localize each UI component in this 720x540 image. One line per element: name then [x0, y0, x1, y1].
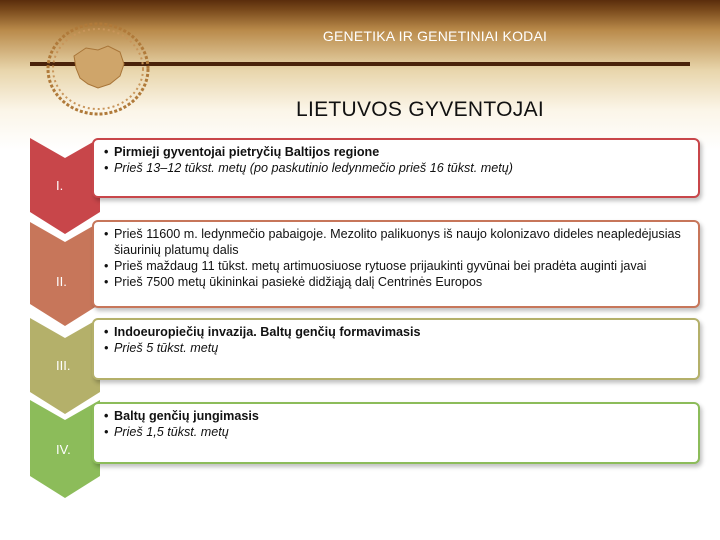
- period-numeral: II.: [56, 274, 67, 289]
- period-box-2: [92, 220, 700, 308]
- period-chevron-1: [30, 138, 100, 234]
- list-item: • Baltų genčių jungimasis: [104, 408, 688, 424]
- period-numeral: IV.: [56, 442, 71, 457]
- list-item: • Prieš 13–12 tūkst. metų (po paskutinio ledynmečio prieš 16 tūkst. metų): [104, 160, 688, 176]
- period-box-1: [92, 138, 700, 198]
- period-box-4: [92, 402, 700, 464]
- period-numeral: III.: [56, 358, 71, 373]
- list-item: • Prieš 11600 m. ledynmečio pabaigoje. Mezolito palikuonys iš naujo kolonizavo dideles neapledėjusias šiaurinių platumų dalis: [104, 226, 688, 258]
- list-item: • Indoeuropiečių invazija. Baltų genčių formavimasis: [104, 324, 688, 340]
- period-box-3: [92, 318, 700, 380]
- header-title: GENETIKA IR GENETINIAI KODAI: [322, 28, 548, 44]
- period-numeral: I.: [56, 178, 64, 193]
- list-item: • Prieš maždaug 11 tūkst. metų artimuosiuose rytuose prijaukinti gyvūnai bei pradėta auginti javai: [104, 258, 688, 274]
- list-item: • Prieš 1,5 tūkst. metų: [104, 424, 688, 440]
- list-item: • Prieš 7500 metų ūkininkai pasiekė didžiąją dalį Centrinės Europos: [104, 274, 688, 290]
- list-item: • Prieš 5 tūkst. metų: [104, 340, 688, 356]
- lithuania-map-logo-icon: [36, 14, 156, 124]
- list-item: • Pirmieji gyventojai pietryčių Baltijos regione: [104, 144, 688, 160]
- page-title: LIETUVOS GYVENTOJAI: [295, 98, 545, 121]
